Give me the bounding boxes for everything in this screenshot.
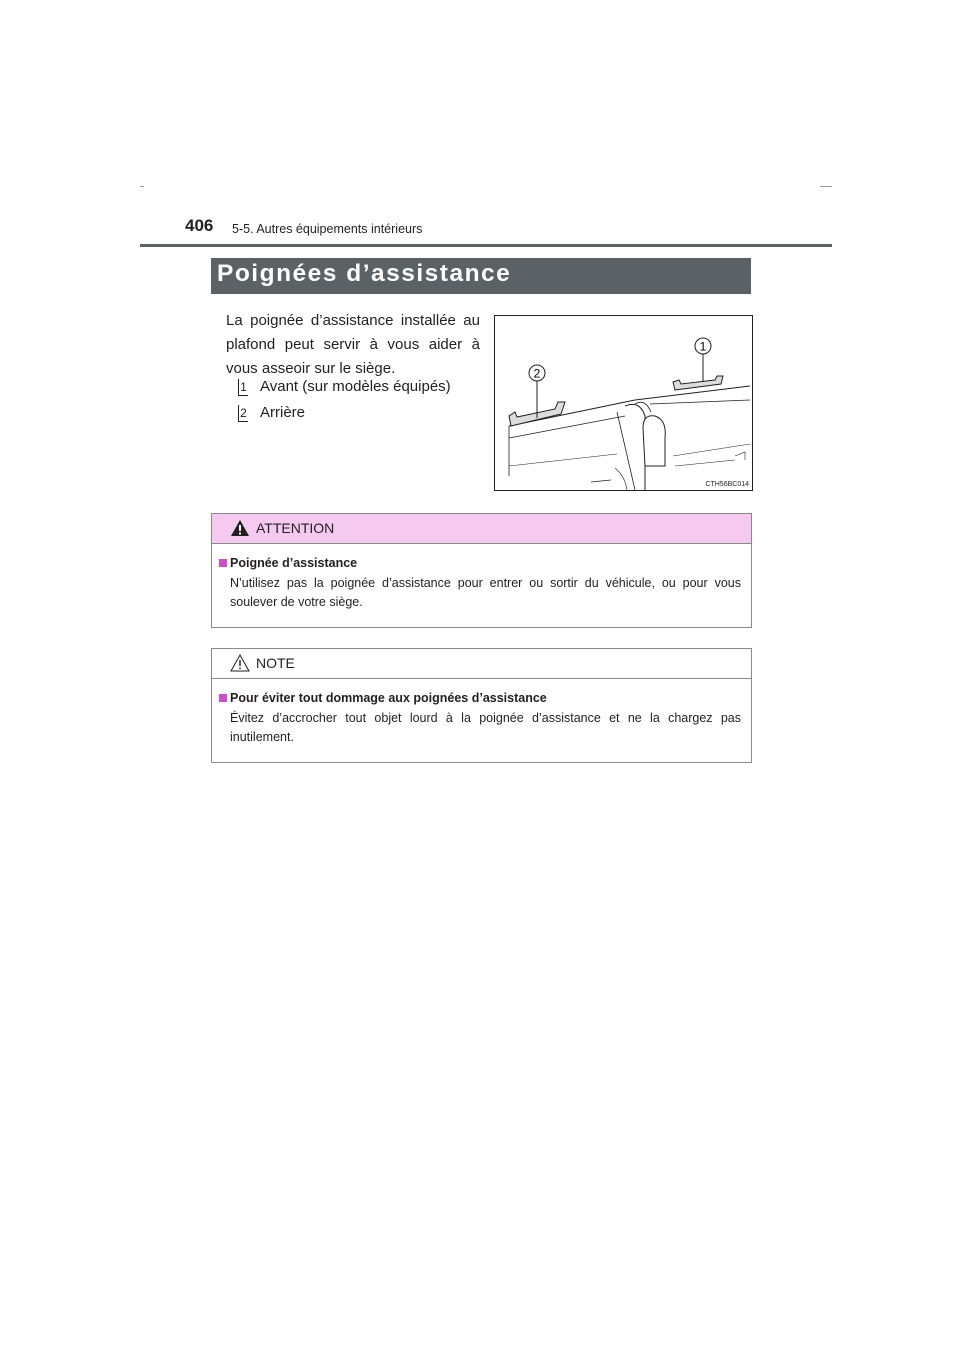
note-heading-text: Pour éviter tout dommage aux poignées d’assistance (230, 691, 547, 705)
illustration-callout-1: 1 (699, 339, 707, 354)
attention-heading-text: Poignée d’assistance (230, 556, 358, 570)
page-number: 406 (185, 216, 214, 235)
header-rule (140, 244, 832, 247)
assist-grip-illustration (494, 315, 753, 491)
section-header: 5-5. Autres équipements intérieurs (232, 222, 423, 236)
attention-header (212, 514, 751, 544)
callout-number-2: 2 (238, 405, 248, 422)
note-text: Évitez d’accrocher tout objet lourd à la poignée d’assistance et ne la chargez pas inutilement. (230, 711, 741, 744)
vehicle-interior-drawing (495, 316, 752, 490)
callout-number-1: 1 (238, 379, 248, 396)
attention-text: N’utilisez pas la poignée d’assistance pour entrer ou sortir du véhicule, ou pour vous soulever de votre siège. (230, 576, 741, 609)
caution-outline-icon (230, 654, 250, 672)
bullet-square-icon (219, 694, 227, 702)
note-box (211, 648, 752, 763)
illustration-code: CTH56BC014 (705, 481, 749, 488)
crop-mark-right (820, 186, 832, 187)
note-header (212, 649, 751, 679)
list-item-front (238, 378, 451, 395)
page-title: Poignées d’assistance (217, 260, 512, 287)
illustration-callout-2: 2 (533, 366, 541, 381)
attention-label: ATTENTION (256, 520, 335, 536)
intro-paragraph: La poignée d’assistance installée au plafond peut servir à vous aider à vous asseoir sur le siège. (226, 312, 480, 377)
note-body (212, 679, 751, 747)
note-label: NOTE (256, 655, 295, 671)
title-bar (211, 258, 751, 294)
note-heading (219, 691, 741, 705)
attention-heading (219, 556, 741, 570)
crop-mark-left (140, 186, 144, 187)
attention-box (211, 513, 752, 628)
warning-icon (230, 519, 250, 537)
list-item-label: Arrière (260, 404, 306, 421)
list-item-rear (238, 404, 305, 421)
list-item-label: Avant (sur modèles équipés) (260, 378, 451, 395)
attention-body (212, 544, 751, 612)
bullet-square-icon (219, 559, 227, 567)
